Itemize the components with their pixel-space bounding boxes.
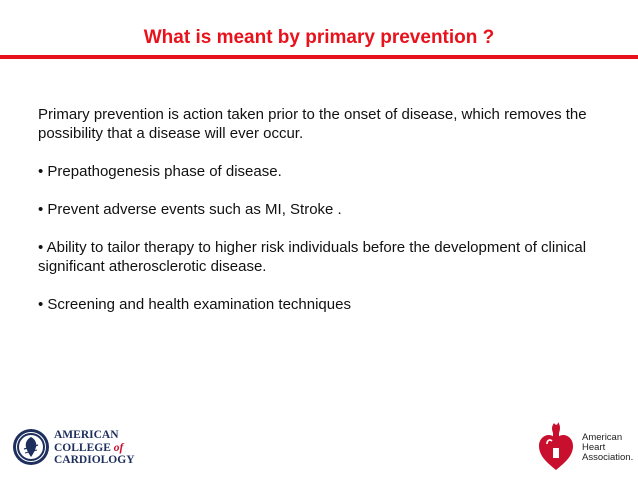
acc-seal-icon (12, 428, 50, 466)
acc-of-word: of (113, 441, 124, 454)
acc-line-cardiology: CARDIOLOGY (54, 454, 135, 466)
bullet-prepathogenesis: • Prepathogenesis phase of disease. (38, 163, 282, 180)
intro-paragraph: Primary prevention is action taken prior to the onset of disease, which removes the possibility that a disease will ever occur. (38, 106, 587, 142)
bullet-tailor-therapy: • Ability to tailor therapy to higher risk individuals before the development of clinical significant atherosclerotic disease. (38, 239, 587, 275)
acc-logo (12, 428, 142, 472)
bullet-prevent-events: • Prevent adverse events such as MI, Stroke . (38, 201, 342, 218)
acc-wordmark (54, 429, 135, 467)
aha-wordmark (582, 433, 633, 463)
bullet-screening: • Screening and health examination techniques (38, 296, 351, 313)
aha-line-heart: Heart (582, 442, 606, 453)
aha-logo (535, 420, 635, 476)
aha-line-association: Association. (582, 452, 634, 463)
slide-title: What is meant by primary prevention ? (143, 27, 495, 48)
acc-college-word: COLLEGE (54, 441, 114, 454)
title-divider (0, 55, 638, 59)
acc-line-college (54, 442, 135, 455)
aha-line-american: American (582, 432, 623, 443)
acc-line-american: AMERICAN (54, 429, 119, 441)
aha-heart-torch-icon (535, 420, 577, 474)
slide-body (38, 105, 608, 333)
